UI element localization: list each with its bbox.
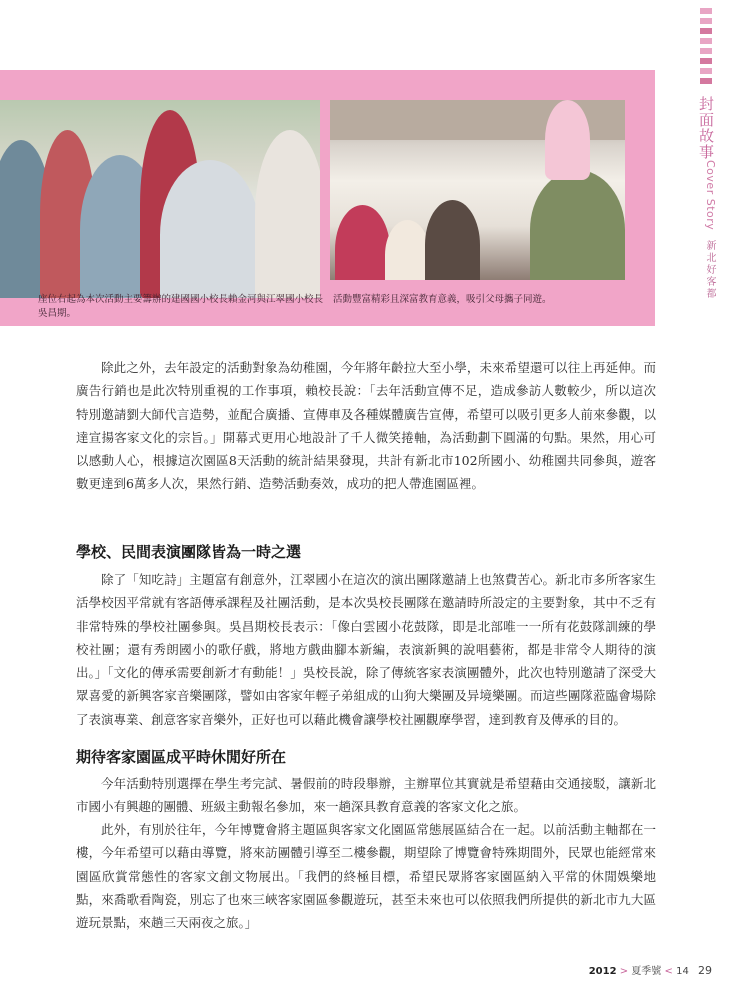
body-paragraph-4: 今年活動特別選擇在學生考完試、暑假前的時段舉辦，主辦單位其實就是希望藉由交通接駁，讓新北市國小有興趣的團體、班級主動報名參加，來一趟深具教育意義的客家文化之旅。 bbox=[76, 776, 656, 815]
photo-caption-left: 座位右起為本次活動主要籌辦的建國國小校長賴金河與江翠國小校長吳昌期。 bbox=[38, 294, 324, 319]
photo-band bbox=[0, 70, 655, 326]
section-heading-2: 期待客家園區成平時休閒好所在 bbox=[76, 748, 287, 766]
body-paragraph-5: 此外，有別於往年，今年博覽會將主題區與客家文化園區常態展區結合在一起。以前活動主軸都在一樓，今年希望可以藉由導覽，將來訪團體引導至二樓參觀，期望除了博覽會特殊期間外，民眾也能經常來園區欣賞常態性的客家文創文物展出。「我們的終極目標，希望民眾將客家園區納入平常的休閒娛樂地點，來喬歌看陶瓷，別忘了也來三峽客家園區參觀遊玩，甚至未來也可以依照我們所提供的新北市九大區遊玩景點，來趟三天兩夜之旅。」 bbox=[76, 822, 656, 931]
photo-caption-right: 活動豐富精彩且深富教育意義，吸引父母攜子同遊。 bbox=[333, 294, 552, 305]
section-heading-1: 學校、民間表演團隊皆為一時之選 bbox=[76, 543, 302, 561]
section-title: 封面故事 bbox=[697, 96, 715, 160]
photo-audience bbox=[0, 100, 320, 298]
body-paragraph-3: 「文化的傳承需要創新才有動能！」吳校長說，除了傳統客家表演團體外，此次也特別邀請了深受大眾喜愛的新興客家音樂團隊，譬如由客家年輕子弟組成的山狗大樂團及异境樂團。而這些團隊蒞臨會場除了表演專業、創意客家音樂外，正好也可以藉此機會讓學校社團觀摩學習，達到教育及傳承的目的。 bbox=[76, 665, 656, 727]
page-footer bbox=[589, 962, 712, 977]
body-paragraph-1: 除此之外，去年設定的活動對象為幼稚園，今年將年齡拉大至小學，未來希望還可以往上再延伸。而廣告行銷也是此次特別重視的工作事項，賴校長說：「去年活動宣傳不足，造成參訪人數較少，所以這次特別邀請劉大師代言造勢，並配合廣播、宣傳車及各種媒體廣告宣傳，希望可以吸引更多人前來參觀，以達宣揚客家文化的宗旨。」開幕式更用心地設計了千人微笑捲軸，為活動劃下圓滿的句點。果然，用心可以感動人心，根據這次園區8天活動的統計結果發現，共計有新北市102所國小、幼稚園共同參與，遊客數更達到6萬多人次，果然行銷、造勢活動奏效，成功的把人帶進園區裡。 bbox=[76, 360, 656, 492]
page-number: 29 bbox=[698, 964, 712, 977]
footer-issue-number: 14 bbox=[676, 966, 689, 977]
footer-year: 2012 bbox=[588, 966, 617, 977]
footer-issue: 夏季號 bbox=[631, 966, 662, 977]
footer-arrow-left: < bbox=[664, 966, 673, 977]
side-tab-bars bbox=[700, 8, 712, 88]
footer-arrow-right: > bbox=[619, 966, 629, 977]
body-paragraph-2: 除了「知吃詩」主題富有創意外，江翠國小在這次的演出團隊邀請上也煞費苦心。新北市多所客家生活學校因平常就有客語傳承課程及社團活動，是本次吳校長團隊在邀請時所設定的主要對象，其中不乏有非常特殊的學校社團參與。吳昌期校長表示：「像白雲國小花鼓隊，即是北部唯一一所有花鼓隊訓練的學校社團；還有秀朗國小的歌仔戲，將地方戲曲腳本新編，表演新興的說唱藝術，都是非常令人期待的演出。」 bbox=[76, 572, 656, 681]
section-subtitle: 新北好客都 bbox=[704, 240, 715, 300]
photo-families bbox=[330, 100, 625, 280]
section-title-english: Cover Story bbox=[704, 160, 717, 231]
